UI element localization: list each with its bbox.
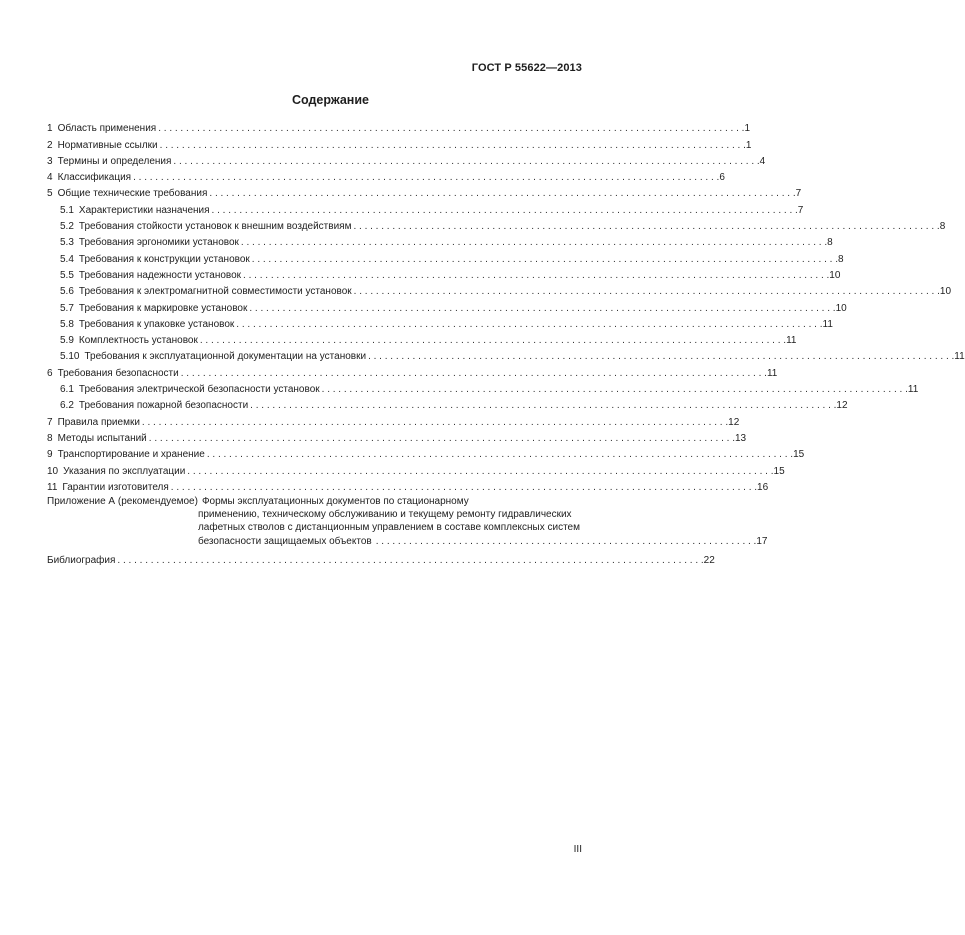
leader-dots	[179, 367, 767, 380]
toc-item-number: 11	[47, 481, 58, 493]
toc-item-page: 11	[822, 318, 833, 330]
toc-item-bibliography[interactable]	[47, 551, 715, 567]
toc-item-number: 9	[47, 449, 53, 461]
toc-item[interactable]	[47, 298, 847, 314]
toc-item-title: Область применения	[57, 123, 157, 135]
toc-item-page: 16	[757, 481, 769, 493]
toc-item-number: 5.1	[60, 204, 74, 216]
toc-item-number: 5.2	[60, 221, 74, 233]
leader-dots	[210, 204, 798, 217]
toc-item[interactable]	[47, 380, 919, 396]
appendix-line: применению, техническому обслуживанию и текущему ремонту гидравлических	[197, 509, 572, 521]
toc-item-title: Требования надежности установок	[78, 269, 242, 281]
toc-item-number: 5.4	[60, 253, 74, 265]
toc-list	[47, 119, 965, 494]
leader-dots	[241, 269, 829, 282]
leader-dots	[131, 171, 719, 184]
toc-item[interactable]	[47, 168, 725, 184]
appendix-line: лафетных стволов с дистанционным управлением в составе комплексных систем	[197, 522, 580, 534]
toc-item-page: 7	[795, 188, 802, 200]
toc-item-page: 22	[703, 555, 715, 567]
toc-item-page: 1	[744, 123, 750, 135]
toc-item[interactable]	[47, 200, 804, 216]
leader-dots	[352, 285, 940, 298]
toc-item-title: Транспортирование и хранение	[57, 449, 205, 461]
toc-item-title: Методы испытаний	[57, 432, 147, 444]
toc-item-title: Классификация	[57, 172, 132, 184]
table-of-contents	[47, 119, 965, 567]
toc-item-title: Гарантии изготовителя	[62, 481, 169, 493]
toc-item[interactable]	[47, 135, 752, 151]
leader-dots	[147, 432, 735, 445]
leader-dots	[351, 220, 939, 233]
toc-item[interactable]	[47, 412, 740, 428]
leader-dots	[247, 302, 835, 315]
toc-item[interactable]	[47, 429, 747, 445]
leader-dots	[198, 334, 786, 347]
leader-dots	[239, 236, 827, 249]
leader-dots	[207, 187, 795, 200]
toc-item[interactable]	[47, 119, 750, 135]
toc-item-page: 15	[793, 449, 805, 461]
toc-item[interactable]	[47, 249, 844, 265]
toc-item-page: 8	[838, 253, 844, 265]
toc-item[interactable]	[47, 363, 778, 379]
toc-item-title: Общие технические требования	[57, 188, 208, 200]
toc-item-page: 11	[907, 384, 919, 396]
toc-item-number: 5.10	[60, 351, 80, 363]
toc-item-page: 8	[827, 237, 833, 249]
toc-item-page: 12	[728, 416, 740, 428]
toc-item-title: Указания по эксплуатации	[63, 465, 186, 477]
leader-dots	[169, 481, 757, 494]
toc-item-title: Библиография	[47, 555, 116, 567]
toc-item-page: 8	[939, 221, 946, 233]
toc-item-title: Характеристики назначения	[78, 204, 210, 216]
toc-item-number: 6.1	[60, 384, 74, 396]
toc-item-title: Термины и определения	[57, 155, 172, 167]
toc-item-title: Требования безопасности	[57, 367, 179, 379]
toc-item-title: Требования к упаковке установок	[78, 318, 235, 330]
page-number: III	[573, 844, 582, 855]
leader-dots	[320, 383, 908, 396]
toc-item-page: 15	[773, 465, 785, 477]
toc-item-page: 11	[954, 351, 965, 363]
toc-item-title: Требования эргономики установок	[78, 237, 239, 249]
leader-dots	[185, 465, 773, 478]
toc-item-title: Требования к маркировке установок	[78, 302, 248, 314]
toc-item[interactable]	[47, 282, 952, 298]
toc-item-number: 1	[47, 123, 53, 135]
toc-item-number: 8	[47, 432, 53, 444]
document-code: ГОСТ Р 55622—2013	[471, 62, 582, 74]
page-title: Содержание	[291, 93, 369, 107]
appendix-line: Формы эксплуатационных документов по стационарному	[201, 495, 469, 507]
toc-item-number: 3	[47, 155, 53, 167]
toc-item-title: Требования стойкости установок к внешним воздействиям	[78, 221, 352, 233]
toc-item-page: 1	[745, 139, 752, 151]
toc-item-title: Правила приемки	[57, 416, 140, 428]
toc-item-number: 4	[47, 172, 53, 184]
toc-item[interactable]	[47, 461, 785, 477]
toc-item-page: 6	[719, 172, 725, 184]
toc-item-number: 6.2	[60, 400, 74, 412]
toc-item-number: 5.6	[60, 286, 74, 298]
toc-item-page: 12	[836, 400, 848, 412]
appendix-page-number: 17	[756, 535, 768, 547]
leader-dots	[140, 416, 728, 429]
toc-item[interactable]	[47, 217, 946, 233]
toc-item-title: Комплектность установок	[78, 335, 198, 347]
toc-item-number: 2	[47, 139, 53, 151]
toc-item[interactable]	[47, 347, 965, 363]
toc-item-page: 13	[735, 432, 747, 444]
toc-item-title: Требования к конструкции установок	[78, 253, 250, 265]
toc-item-number: 10	[47, 465, 59, 477]
toc-item[interactable]	[47, 152, 766, 168]
leader-dots	[372, 535, 757, 548]
toc-item-number: 5.5	[60, 269, 74, 281]
toc-item-number: 5	[47, 188, 53, 200]
toc-item-appendix-a[interactable]	[47, 495, 768, 548]
toc-item-title: Нормативные ссылки	[57, 139, 158, 151]
toc-item-page: 11	[766, 367, 778, 379]
toc-item-page: 10	[835, 302, 847, 314]
leader-dots	[158, 139, 746, 152]
toc-item-number: 7	[47, 416, 53, 428]
toc-item-page: 10	[829, 269, 841, 281]
toc-item-number: 5.9	[60, 335, 74, 347]
toc-item-page: 11	[786, 335, 797, 347]
leader-dots	[250, 253, 838, 266]
leader-dots	[205, 448, 793, 461]
toc-item[interactable]	[47, 266, 841, 282]
toc-item-number: 5.3	[60, 237, 74, 249]
appendix-title	[198, 495, 768, 548]
leader-dots	[366, 350, 954, 363]
toc-item-title: Требования пожарной безопасности	[78, 400, 249, 412]
toc-item-page: 7	[797, 204, 804, 216]
toc-item-page: 4	[759, 155, 766, 167]
toc-item[interactable]	[47, 233, 833, 249]
toc-item[interactable]	[47, 315, 833, 331]
leader-dots	[156, 122, 744, 135]
appendix-lead: Приложение А (рекомендуемое)	[47, 495, 198, 507]
toc-item[interactable]	[47, 184, 802, 200]
toc-item-title: Требования к эксплуатационной документации на установки	[84, 351, 367, 363]
toc-item[interactable]	[47, 396, 848, 412]
toc-item-number: 5.8	[60, 318, 74, 330]
toc-item-title: Требования к электромагнитной совместимости установок	[78, 286, 352, 298]
leader-dots	[115, 554, 703, 567]
leader-dots	[234, 318, 822, 331]
appendix-line: безопасности защищаемых объектов	[197, 535, 372, 547]
leader-dots	[248, 399, 836, 412]
toc-item[interactable]	[47, 445, 805, 461]
toc-item-number: 6	[47, 367, 53, 379]
toc-item-number: 5.7	[60, 302, 74, 314]
toc-item-page: 10	[939, 286, 952, 298]
toc-item[interactable]	[47, 478, 769, 494]
toc-item[interactable]	[47, 331, 797, 347]
leader-dots	[171, 155, 759, 168]
toc-item-title: Требования электрической безопасности установок	[78, 384, 320, 396]
